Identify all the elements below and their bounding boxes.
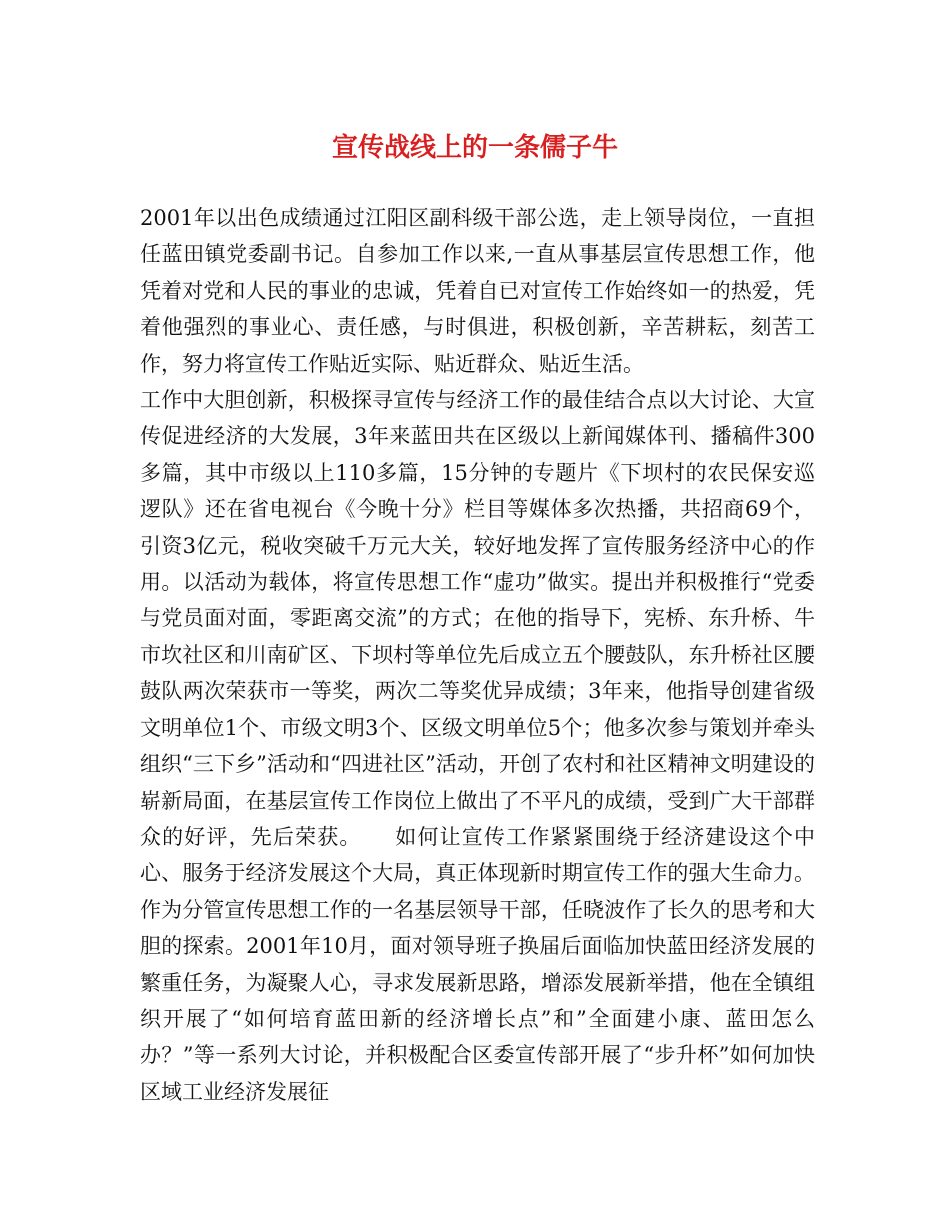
paragraph-2: 工作中大胆创新，积极探寻宣传与经济工作的最佳结合点以大讨论、大宣传促进经济的大发展，3年来蓝田共在区级以上新闻媒体刊、播稿件300多篇，其中市级以上110多篇，15分钟的专题片《下坝村的农民保安巡逻队》还在省电视台《今晚十分》栏目等媒体多次热播，共招商69个，引资3亿元，税收突破千万元大关，较好地发挥了宣传服务经济中心的作用。以活动为载体，将宣传思想工作“虚功”做实。提出并积极推行“党委与党员面对面，零距离交流”的方式；在他的指导下，宪桥、东升桥、牛市坎社区和川南矿区、下坝村等单位先后成立五个腰鼓队，东升桥社区腰鼓队两次荣获市一等奖，两次二等奖优异成绩；3年来，他指导创建省级文明单位1个、市级文明3个、区级文明单位5个；他多次参与策划并牵头组织“三下乡”活动和“四进社区”活动，开创了农村和社区精神文明建设的崭新局面，在基层宣传工作岗位上做出了不平凡的成绩，受到广大干部群众的好评，先后荣获。 如何让宣传工作紧紧围绕于经济建设这个中心、服务于经济发展这个大局，真正体现新时期宣传工作的强大生命力。作为分管宣传思想工作的一名基层领导干部，任晓波作了长久的思考和大胆的探索。2001年10月，面对领导班子换届后面临加快蓝田经济发展的繁重任务，为凝聚人心，寻求发展新思路，增添发展新举措，他在全镇组织开展了“如何培育蓝田新的经济增长点”和”全面建小康、蓝田怎么办？”等一系列大讨论，并积极配合区委宣传部开展了“步升杯”如何加快区域工业经济发展征 bbox=[140, 388, 815, 1104]
document-body bbox=[140, 200, 815, 1110]
paragraph-1: 2001年以出色成绩通过江阳区副科级干部公选，走上领导岗位，一直担任蓝田镇党委副书记。自参加工作以来,一直从事基层宣传思想工作，他凭着对党和人民的事业的忠诚，凭着自已对宣传工作始终如一的热爱，凭着他强烈的事业心、责任感，与时俱进，积极创新，辛苦耕耘，刻苦工作，努力将宣传工作贴近实际、贴近群众、贴近生活。 bbox=[140, 206, 815, 376]
document-title: 宣传战线上的一条儒子牛 bbox=[331, 133, 618, 163]
